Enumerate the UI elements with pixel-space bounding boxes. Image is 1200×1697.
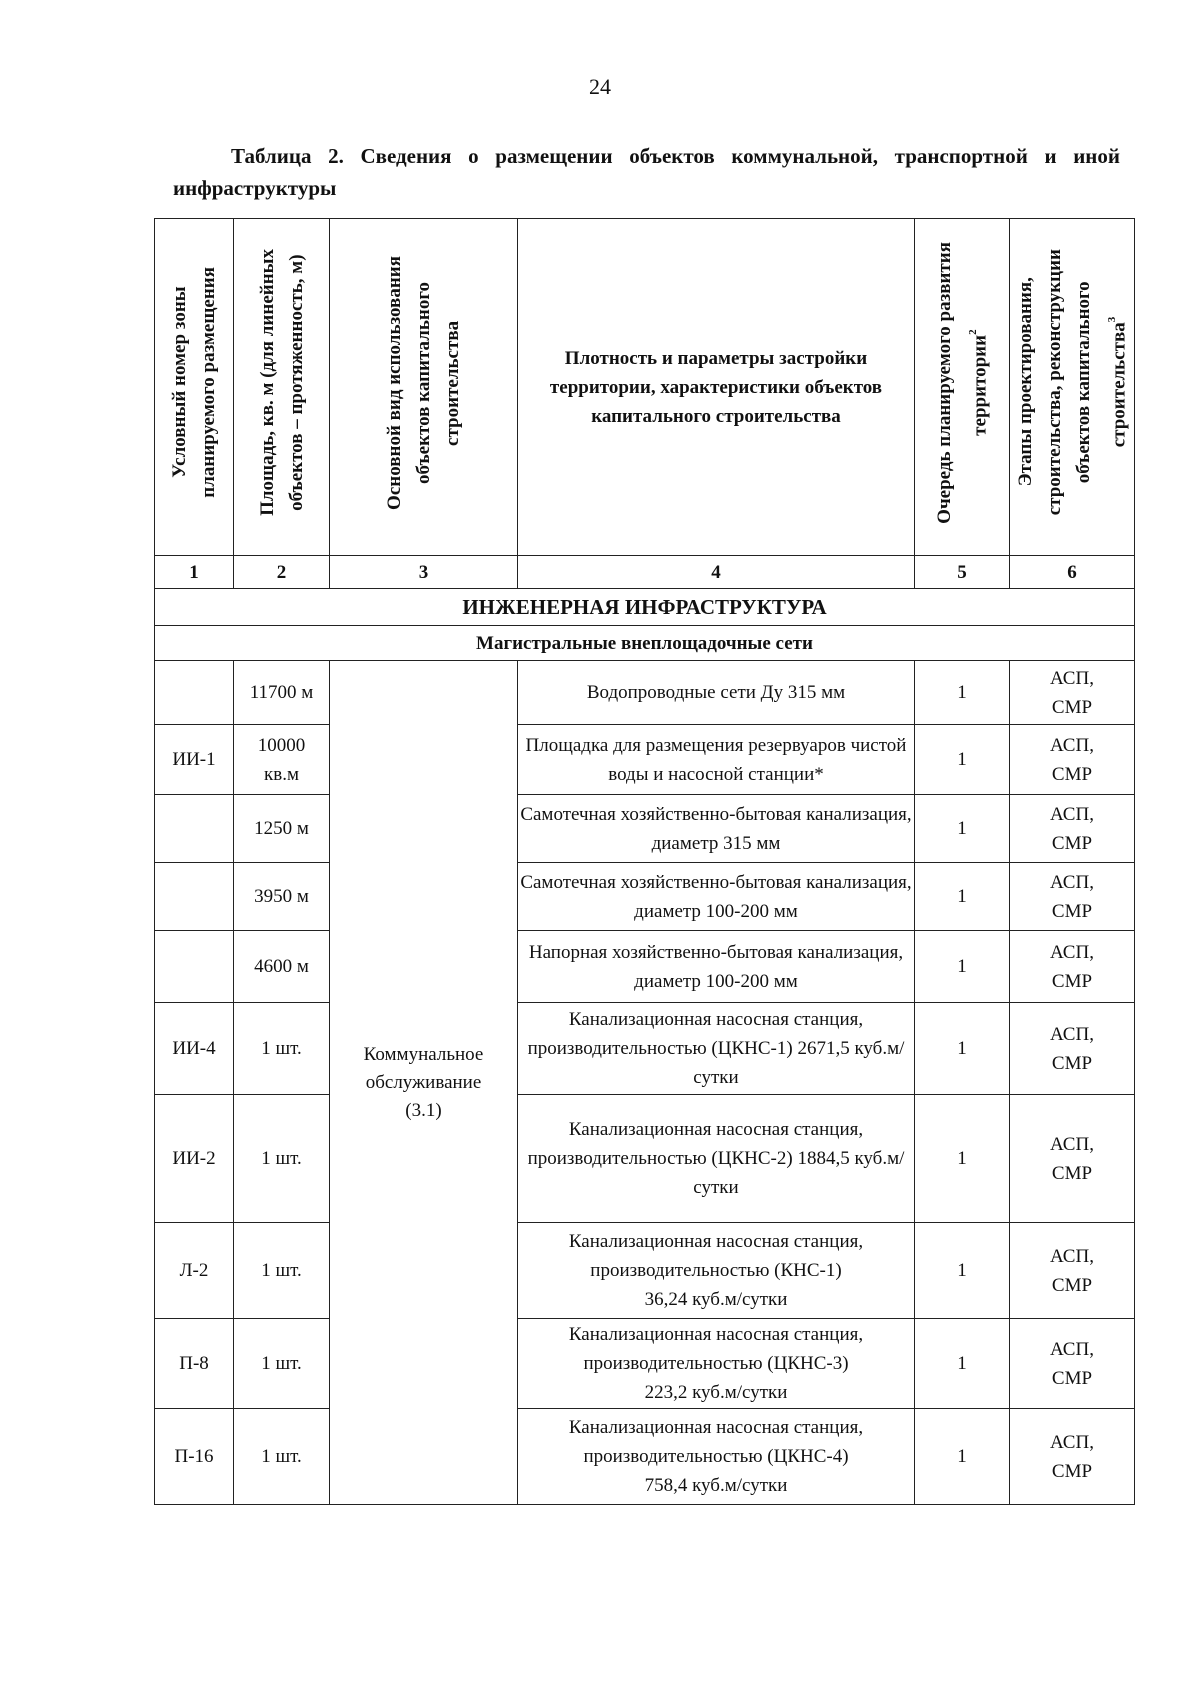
table-caption: Таблица 2. Сведения о размещении объектов коммунальной, транспортной и иной инфраструктуры (173, 144, 1120, 200)
params-cell: Водопроводные сети Ду 315 мм (518, 661, 915, 725)
zone-number-cell: П-16 (155, 1409, 234, 1505)
header-area: Площадь, кв. м (для линейных объектов – протяженность, м) (234, 219, 330, 556)
zone-number-cell (155, 661, 234, 725)
column-number: 5 (915, 556, 1010, 589)
column-numbers-row (155, 556, 1135, 589)
params-cell: Самотечная хозяйственно-бытовая канализация, диаметр 315 мм (518, 795, 915, 863)
queue-cell: 1 (915, 795, 1010, 863)
header-density-params: Плотность и параметры застройки территории, характеристики объектов капитального строительства (518, 219, 915, 556)
column-number: 4 (518, 556, 915, 589)
area-cell: 1 шт. (234, 1095, 330, 1223)
header-row (155, 219, 1135, 556)
page-number: 24 (589, 74, 611, 99)
stages-cell: АСП, СМР (1010, 1319, 1135, 1409)
infrastructure-table (154, 218, 1135, 1505)
area-cell: 1 шт. (234, 1409, 330, 1505)
header-construction-stages: Этапы проектирования, строительства, реконструкции объектов капитального строительства$^3$ (1010, 219, 1135, 556)
column-number: 3 (330, 556, 518, 589)
zone-number-cell: П-8 (155, 1319, 234, 1409)
zone-number-cell: ИИ-2 (155, 1095, 234, 1223)
area-cell: 1 шт. (234, 1319, 330, 1409)
area-cell: 1250 м (234, 795, 330, 863)
stages-cell: АСП, СМР (1010, 1409, 1135, 1505)
zone-number-cell (155, 931, 234, 1003)
queue-cell: 1 (915, 931, 1010, 1003)
zone-number-cell: Л-2 (155, 1223, 234, 1319)
params-cell: Канализационная насосная станция, производительностью (КНС-1) 36,24 куб.м/сутки (518, 1223, 915, 1319)
table-row (155, 1409, 1135, 1505)
table-row (155, 1223, 1135, 1319)
params-cell: Напорная хозяйственно-бытовая канализация, диаметр 100-200 мм (518, 931, 915, 1003)
subsection-row (155, 626, 1135, 661)
params-cell: Канализационная насосная станция, производительностью (ЦКНС-4) 758,4 куб.м/сутки (518, 1409, 915, 1505)
column-number: 1 (155, 556, 234, 589)
params-cell: Канализационная насосная станция, производительностью (ЦКНС-3) 223,2 куб.м/сутки (518, 1319, 915, 1409)
table-row (155, 725, 1135, 795)
main-use-cell: Коммунальное обслуживание (3.1) (330, 661, 518, 1505)
queue-cell: 1 (915, 1409, 1010, 1505)
params-cell: Самотечная хозяйственно-бытовая канализация, диаметр 100-200 мм (518, 863, 915, 931)
area-cell: 3950 м (234, 863, 330, 931)
stages-cell: АСП, СМР (1010, 725, 1135, 795)
table-row (155, 1095, 1135, 1223)
stages-cell: АСП, СМР (1010, 1223, 1135, 1319)
stages-cell: АСП, СМР (1010, 931, 1135, 1003)
stages-cell: АСП, СМР (1010, 1003, 1135, 1095)
section-row (155, 589, 1135, 626)
table-row (155, 795, 1135, 863)
stages-cell: АСП, СМР (1010, 863, 1135, 931)
area-cell: 10000 кв.м (234, 725, 330, 795)
column-number: 6 (1010, 556, 1135, 589)
stages-cell: АСП, СМР (1010, 1095, 1135, 1223)
area-cell: 11700 м (234, 661, 330, 725)
header-main-use: Основной вид использования объектов капитального строительства (330, 219, 518, 556)
params-cell: Площадка для размещения резервуаров чистой воды и насосной станции* (518, 725, 915, 795)
section-title: ИНЖЕНЕРНАЯ ИНФРАСТРУКТУРА (155, 589, 1135, 626)
queue-cell: 1 (915, 1095, 1010, 1223)
queue-cell: 1 (915, 661, 1010, 725)
queue-cell: 1 (915, 1003, 1010, 1095)
zone-number-cell: ИИ-1 (155, 725, 234, 795)
stages-cell: АСП, СМР (1010, 661, 1135, 725)
queue-cell: 1 (915, 1319, 1010, 1409)
header-zone-number: Условный номер зоны планируемого размещения (155, 219, 234, 556)
table-row (155, 931, 1135, 1003)
column-number: 2 (234, 556, 330, 589)
subsection-title: Магистральные внеплощадочные сети (155, 626, 1135, 661)
table-row (155, 1319, 1135, 1409)
params-cell: Канализационная насосная станция, производительностью (ЦКНС-2) 1884,5 куб.м/сутки (518, 1095, 915, 1223)
area-cell: 1 шт. (234, 1223, 330, 1319)
area-cell: 4600 м (234, 931, 330, 1003)
zone-number-cell (155, 795, 234, 863)
table-row (155, 1003, 1135, 1095)
header-development-queue: Очередь планируемого развития территории$^2$ (915, 219, 1010, 556)
stages-cell: АСП, СМР (1010, 795, 1135, 863)
zone-number-cell (155, 863, 234, 931)
table-row (155, 863, 1135, 931)
queue-cell: 1 (915, 863, 1010, 931)
zone-number-cell: ИИ-4 (155, 1003, 234, 1095)
area-cell: 1 шт. (234, 1003, 330, 1095)
queue-cell: 1 (915, 725, 1010, 795)
params-cell: Канализационная насосная станция, производительностью (ЦКНС-1) 2671,5 куб.м/сутки (518, 1003, 915, 1095)
queue-cell: 1 (915, 1223, 1010, 1319)
table-row (155, 661, 1135, 725)
